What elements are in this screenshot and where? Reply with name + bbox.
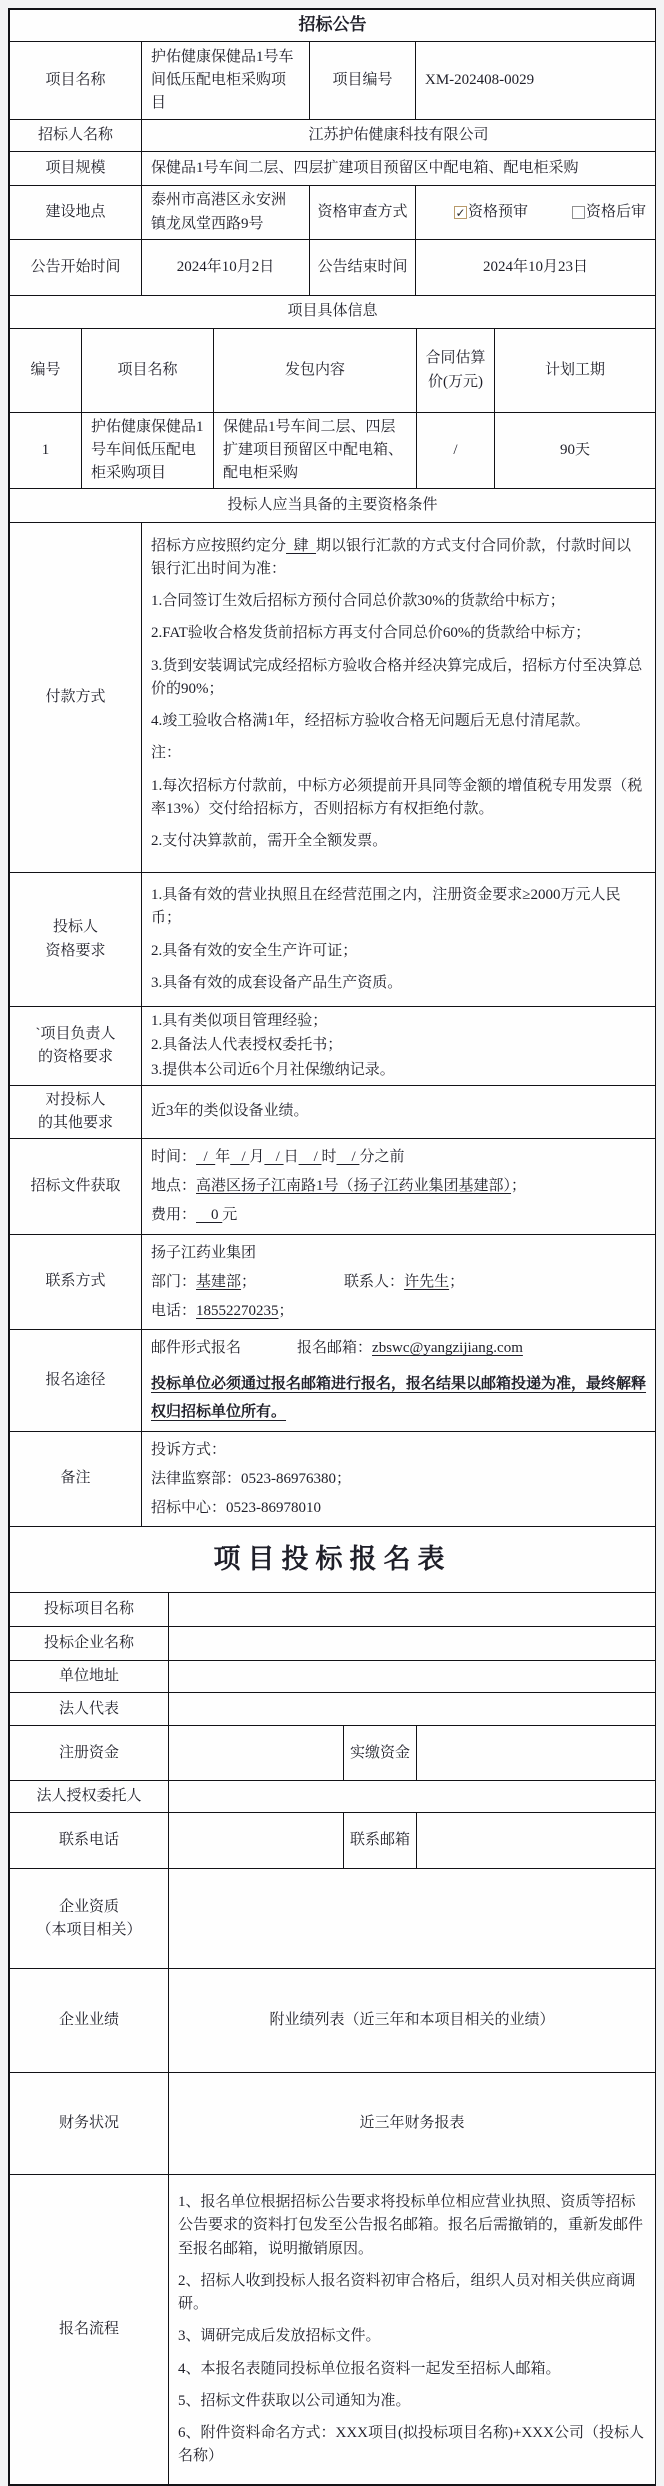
payment-intro [151, 535, 646, 582]
table-row [10, 1627, 656, 1661]
signup-channel-value [142, 1330, 656, 1431]
company-qualification-label-line2: （本项目相关） [36, 1921, 142, 1938]
project-no-value: XM-202408-0029 [416, 42, 656, 120]
doc-obtain-place-line [151, 1173, 646, 1199]
project-scale-label: 项目规模 [10, 152, 142, 186]
financial-status-label: 财务状况 [10, 2073, 169, 2175]
legal-rep-field [169, 1693, 656, 1726]
detail-section-title: 项目具体信息 [10, 296, 656, 329]
contact-phone-field [169, 1813, 344, 1869]
signup-mail-label: 报名邮箱： [297, 1340, 373, 1357]
bidder-requirement-item: 2.具备有效的安全生产许可证； [151, 942, 358, 959]
company-performance-value: 附业绩列表（近三年和本项目相关的业绩） [169, 1969, 656, 2073]
company-qualification-field [169, 1869, 656, 1969]
table-row [10, 489, 656, 523]
table-row [10, 1869, 656, 1969]
col-header-name: 项目名称 [82, 329, 214, 413]
manager-requirement-value [142, 1007, 656, 1086]
table-row [10, 413, 656, 489]
bidder-requirement-label [10, 873, 142, 1007]
table-row [10, 1726, 656, 1781]
signup-email: zbswc@yangzijiang.com [372, 1340, 523, 1357]
signup-mode: 邮件形式报名 [151, 1340, 242, 1357]
place-value: 高港区扬子江南路1号（扬子江药业集团基建部） [196, 1178, 512, 1194]
payment-method-label: 付款方式 [10, 523, 142, 873]
table-row [10, 1138, 656, 1234]
payment-item: 4.竣工验收合格满1年，经招标方验收合格无问题后无息付清尾款。 [151, 713, 590, 730]
table-row [10, 873, 656, 1007]
project-scale-value: 保健品1号车间二层、四层扩建项目预留区中配电箱、配电柜采购 [142, 152, 656, 186]
table-row [10, 1085, 656, 1138]
signup-process-value [169, 2175, 656, 2485]
remark-label: 备注 [10, 1431, 142, 1527]
table-row [10, 1969, 656, 2073]
bid-document [8, 8, 656, 2486]
signup-process-item: 6、附件资料命名方式：XXX项目(拟投标项目名称)+XXX公司（投标人名称） [178, 2425, 644, 2465]
project-name-value: 护佑健康保健品1号车间低压配电柜采购项目 [142, 42, 310, 120]
payment-item: 1.合同签订生效后招标方预付合同总价款30%的货款给中标方； [151, 593, 565, 610]
minute-blank: / [336, 1148, 360, 1165]
dept-label: 部门： [151, 1273, 197, 1290]
bidder-requirement-label-line1: 投标人 [52, 919, 98, 936]
project-name-label: 项目名称 [10, 42, 142, 120]
doc-obtain-time-line [151, 1144, 646, 1170]
signup-process-item: 4、本报名表随同投标单位报名资料一起发至招标人邮箱。 [178, 2360, 561, 2377]
contact-tel-line [151, 1298, 646, 1324]
table-row [10, 42, 656, 120]
registered-capital-field [169, 1726, 344, 1781]
payment-blank-underline: 肆 [286, 537, 317, 554]
place-suffix: ； [511, 1178, 527, 1194]
other-requirement-label-line2: 的其他要求 [37, 1114, 113, 1131]
table-row [10, 1661, 656, 1693]
financial-status-value: 近三年财务报表 [169, 2073, 656, 2175]
manager-requirement-label-line1: `项目负责人 [35, 1025, 116, 1042]
project-detail-table [9, 295, 656, 489]
legal-rep-label: 法人代表 [10, 1693, 169, 1726]
company-address-label: 单位地址 [10, 1661, 169, 1693]
table-row [10, 2073, 656, 2175]
fee-value: 0 [196, 1207, 223, 1224]
prequalification-label: 资格预审 [468, 203, 529, 220]
signup-process-item: 5、招标文件获取以公司通知为准。 [178, 2392, 411, 2409]
remark-value [142, 1431, 656, 1527]
company-address-field [169, 1661, 656, 1693]
postqualification-option [572, 201, 646, 224]
table-row [10, 1693, 656, 1726]
unchecked-checkbox-icon [572, 206, 585, 219]
contact-value [142, 1234, 656, 1330]
table-row [10, 296, 656, 329]
bid-company-name-label: 投标企业名称 [10, 1627, 169, 1661]
signup-process-item: 3、调研完成后发放招标文件。 [178, 2328, 381, 2345]
person-value: 许先生 [404, 1273, 450, 1290]
row-no: 1 [10, 413, 82, 489]
dept-value: 基建部 [196, 1273, 242, 1290]
contact-email-field [417, 1813, 656, 1869]
payment-note-item: 1.每次招标方付款前，中标方必须提前开具同等金额的增值税专用发票（税率13%）交付给招标方，否则招标方有权拒绝付款。 [151, 777, 643, 817]
manager-requirement-item: 2.具备法人代表授权委托书； [151, 1037, 343, 1054]
bid-center-phone: 招标中心：0523-86978010 [151, 1500, 321, 1516]
signup-mode-line [151, 1335, 646, 1361]
other-requirement-label-line1: 对投标人 [45, 1091, 106, 1108]
signup-form-title: 项目投标报名表 [10, 1527, 656, 1593]
table-row [10, 240, 656, 296]
col-header-content: 发包内容 [214, 329, 417, 413]
row-duration: 90天 [495, 413, 656, 489]
bid-company-name-field [169, 1627, 656, 1661]
bidder-requirement-value [142, 873, 656, 1007]
manager-requirement-item: 1.具有类似项目管理经验； [151, 1013, 328, 1029]
payment-item: 2.FAT验收合格发货前招标方再支付合同总价60%的货款给中标方； [151, 625, 591, 642]
row-name: 护佑健康保健品1号车间低压配电柜采购项目 [82, 413, 214, 489]
contact-phone-label: 联系电话 [10, 1813, 169, 1869]
company-qualification-label [10, 1869, 169, 1969]
bid-project-name-label: 投标项目名称 [10, 1593, 169, 1627]
col-header-no: 编号 [10, 329, 82, 413]
tel-label: 电话： [151, 1303, 197, 1319]
announcement-table [9, 9, 656, 296]
bidder-requirement-item: 3.具备有效的成套设备产品生产资质。 [151, 974, 403, 991]
other-requirement-label [10, 1085, 142, 1138]
project-no-label: 项目编号 [310, 42, 416, 120]
table-row [10, 1813, 656, 1869]
paidin-capital-label: 实缴资金 [344, 1726, 417, 1781]
row-content: 保健品1号车间二层、四层扩建项目预留区中配电箱、配电柜采购 [214, 413, 417, 489]
bidder-requirement-item: 1.具备有效的营业执照且在经营范围之内，注册资金要求≥2000万元人民币； [151, 887, 621, 927]
table-row [10, 186, 656, 240]
qualification-table [9, 488, 656, 1527]
company-qualification-label-line1: 企业资质 [58, 1898, 119, 1915]
registered-capital-label: 注册资金 [10, 1726, 169, 1781]
hour-label: 时 [321, 1148, 337, 1165]
table-row [10, 10, 656, 42]
doc-obtain-fee-line [151, 1202, 646, 1228]
table-row [10, 2175, 656, 2485]
announcement-title: 招标公告 [10, 10, 656, 42]
doc-obtain-value [142, 1138, 656, 1234]
manager-requirement-label-line2: 的资格要求 [37, 1048, 113, 1065]
start-time-label: 公告开始时间 [10, 240, 142, 296]
table-row [10, 1781, 656, 1813]
signup-notice: 投标单位必须通过报名邮箱进行报名，报名结果以邮箱投递为准，最终解释权归招标单位所有。 [151, 1375, 647, 1420]
bid-project-name-field [169, 1593, 656, 1627]
paidin-capital-field [417, 1726, 656, 1781]
fee-label: 费用： [151, 1207, 197, 1224]
start-time-value: 2024年10月2日 [142, 240, 310, 296]
before-label: 分之前 [359, 1148, 405, 1165]
manager-requirement-item: 3.提供本公司近6个月社保缴纳记录。 [151, 1061, 395, 1078]
end-time-label: 公告结束时间 [310, 240, 416, 296]
signup-process-item: 2、招标人收到投标人报名资料初审合格后，组织人员对相关供应商调研。 [178, 2272, 636, 2312]
fee-unit: 元 [222, 1207, 238, 1224]
signup-form-table [9, 1526, 656, 2485]
col-header-price: 合同估算价(万元) [417, 329, 495, 413]
contact-label: 联系方式 [10, 1234, 142, 1330]
qualification-method-value [416, 186, 656, 240]
time-blank: / [196, 1148, 216, 1165]
bidder-name-label: 招标人名称 [10, 120, 142, 152]
table-row [10, 523, 656, 873]
payment-note-label: 注： [151, 745, 182, 762]
contact-email-label: 联系邮箱 [344, 1813, 417, 1869]
row-price: / [417, 413, 495, 489]
dept-separator: ； [241, 1273, 257, 1290]
table-row [10, 1234, 656, 1330]
end-time-value: 2024年10月23日 [416, 240, 656, 296]
person-label: 联系人： [344, 1273, 405, 1290]
doc-obtain-label: 招标文件获取 [10, 1138, 142, 1234]
col-header-duration: 计划工期 [495, 329, 656, 413]
payment-intro-pre: 招标方应按照约定分 [151, 537, 287, 554]
authorized-agent-field [169, 1781, 656, 1813]
other-requirement-value: 近3年的类似设备业绩。 [142, 1085, 656, 1138]
payment-item: 3.货到安装调试完成经招标方验收合格并经决算完成后，招标方付至决算总价的90%； [151, 657, 643, 697]
table-row [10, 1593, 656, 1627]
contact-company: 扬子江药业集团 [151, 1244, 257, 1261]
table-row [10, 152, 656, 186]
day-label: 日 [283, 1148, 299, 1165]
table-row [10, 1431, 656, 1527]
checkbox-group [422, 201, 649, 224]
bidder-name-value: 江苏护佑健康科技有限公司 [142, 120, 656, 152]
person-separator: ； [449, 1273, 465, 1290]
signup-process-item: 1、报名单位根据招标公告要求将投标单位相应营业执照、资质等招标公告要求的资料打包发至公告报名邮箱。报名后需撤销的，重新发邮件至报名邮箱，说明撤销原因。 [178, 2194, 644, 2257]
prequalification-option [454, 201, 528, 224]
payment-note-item: 2.支付决算款前，需开全全额发票。 [151, 833, 388, 850]
qualification-method-label: 资格审查方式 [310, 186, 416, 240]
postqualification-label: 资格后审 [586, 203, 647, 220]
bidder-requirement-label-line2: 资格要求 [45, 942, 106, 959]
table-row [10, 1330, 656, 1431]
checked-checkbox-icon: ✓ [455, 206, 466, 220]
table-row [10, 1527, 656, 1593]
manager-requirement-label [10, 1007, 142, 1086]
time-label: 时间： [151, 1148, 197, 1165]
signup-process-label: 报名流程 [10, 2175, 169, 2485]
tel-separator: ； [278, 1303, 294, 1319]
month-blank: / [230, 1148, 250, 1165]
legal-dept-phone: 法律监察部：0523-86976380； [151, 1470, 351, 1487]
table-row [10, 329, 656, 413]
day-blank: / [264, 1148, 284, 1165]
table-row [10, 1007, 656, 1086]
payment-intro-post: 期以银行汇款的方式支付合同价款，付款时间以银行汇出时间为准： [151, 537, 632, 577]
payment-method-value [142, 523, 656, 873]
place-label: 地点： [151, 1178, 197, 1194]
contact-dept-line [151, 1269, 646, 1295]
complaint-title: 投诉方式： [151, 1441, 227, 1458]
company-performance-label: 企业业绩 [10, 1969, 169, 2073]
tel-value: 18552270235 [196, 1303, 279, 1319]
signup-channel-label: 报名途径 [10, 1330, 142, 1431]
table-row [10, 120, 656, 152]
site-value: 泰州市高港区永安洲镇龙凤堂西路9号 [142, 186, 310, 240]
authorized-agent-label: 法人授权委托人 [10, 1781, 169, 1813]
qualification-section-title: 投标人应当具备的主要资格条件 [10, 489, 656, 523]
year-label: 年 [215, 1148, 231, 1165]
month-label: 月 [249, 1148, 265, 1165]
site-label: 建设地点 [10, 186, 142, 240]
hour-blank: / [298, 1148, 322, 1165]
